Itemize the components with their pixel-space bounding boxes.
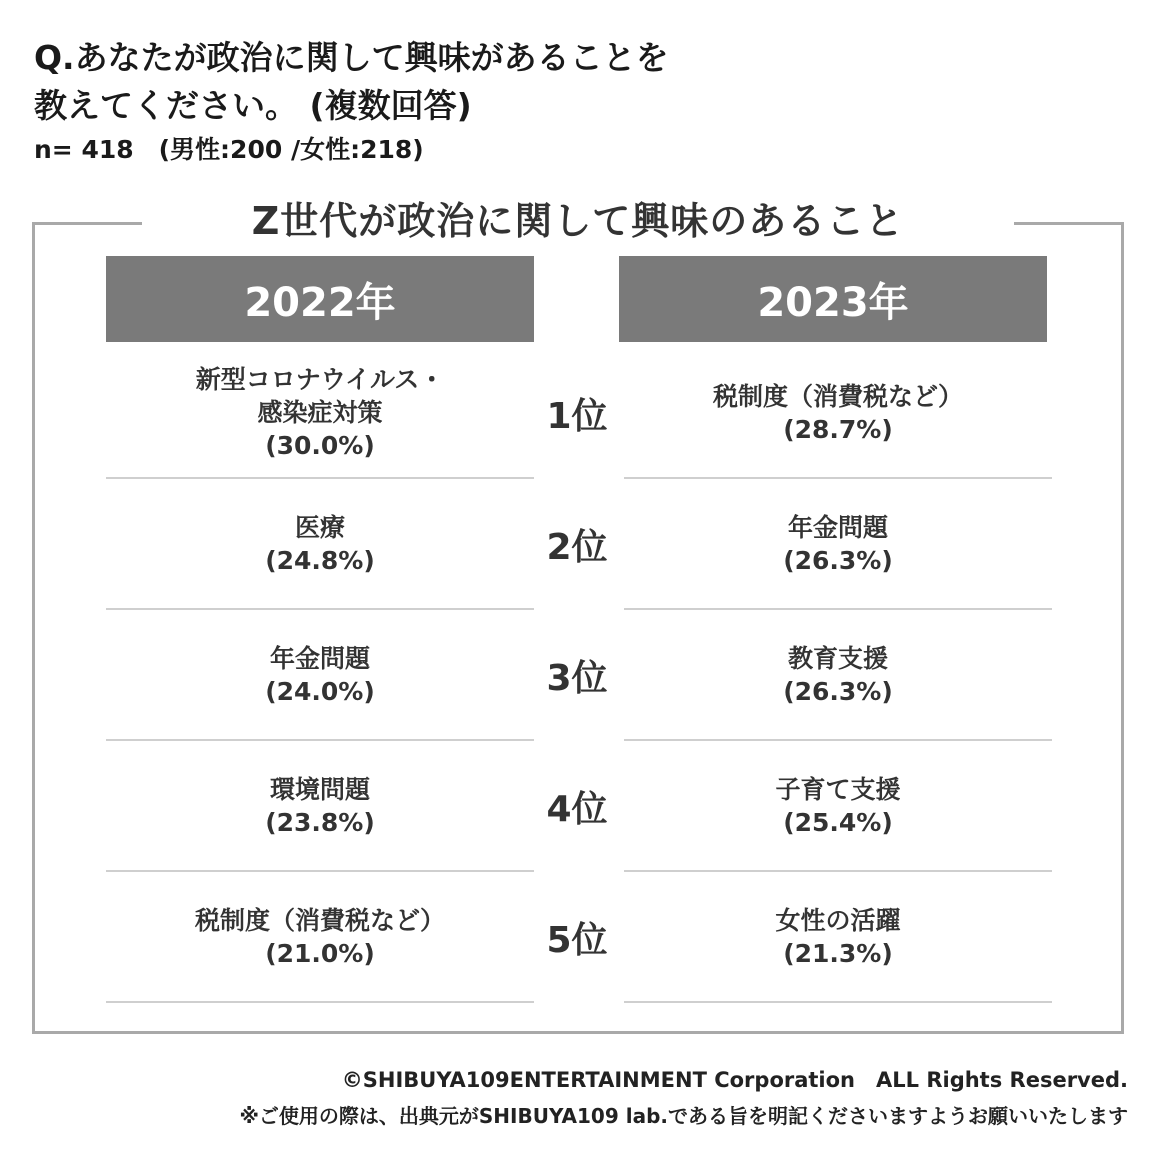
rank-cell-2022	[106, 872, 534, 1003]
item-label: 税制度（消費税など）	[712, 381, 963, 411]
question-line-2: 教えてください。 (複数回答)	[34, 86, 472, 125]
rank-label: 2位	[546, 527, 608, 568]
rank-label: 4位	[546, 789, 608, 830]
rank-cell-2023	[624, 479, 1052, 610]
column-header-2023: 2023年	[619, 256, 1047, 342]
item-percentage: (28.7%)	[783, 414, 893, 444]
item-percentage: (25.4%)	[783, 807, 893, 837]
rank-cell-2023	[624, 872, 1052, 1003]
item-label: 子育て支援	[775, 774, 901, 804]
rank-label: 1位	[546, 396, 608, 437]
column-header-2022: 2022年	[106, 256, 534, 342]
item-label: 年金問題	[787, 512, 888, 542]
question-line-1: Q.あなたが政治に関して興味があることを	[34, 38, 669, 77]
question-title	[34, 34, 669, 130]
rank-cell-2023	[624, 741, 1052, 872]
item-label: 環境問題	[269, 774, 370, 804]
item-percentage: (23.8%)	[265, 807, 375, 837]
item-label: 教育支援	[787, 643, 888, 673]
item-label: 医療	[294, 512, 345, 542]
item-percentage: (30.0%)	[265, 431, 375, 460]
ranking-title: Z世代が政治に関して興味のあること	[251, 199, 905, 243]
rank-cell-2023	[624, 610, 1052, 741]
item-label: 年金問題	[269, 643, 370, 673]
rank-label: 5位	[546, 920, 608, 961]
item-percentage: (26.3%)	[783, 676, 893, 706]
rank-cell-2022	[106, 479, 534, 610]
copyright-credit: ©SHIBUYA109ENTERTAINMENT Corporation ALL Rights Reserved.	[341, 1068, 1128, 1092]
sample-size: n= 418 (男性:200 /女性:218)	[34, 135, 424, 164]
item-percentage: (24.8%)	[265, 545, 375, 575]
rank-cell-2022	[106, 610, 534, 741]
rank-cell-2023	[624, 348, 1052, 479]
rank-label: 3位	[546, 658, 608, 699]
item-percentage: (21.0%)	[265, 938, 375, 968]
item-label: 女性の活躍	[775, 905, 901, 935]
item-label: 税制度（消費税など）	[194, 905, 445, 935]
item-percentage: (21.3%)	[783, 938, 893, 968]
item-label: 新型コロナウイルス・	[195, 365, 445, 394]
item-percentage: (24.0%)	[265, 676, 375, 706]
rank-cell-2022	[106, 741, 534, 872]
usage-notice: ※ご使用の際は、出典元がSHIBUYA109 lab.である旨を明記くださいますようお願いいたします	[239, 1104, 1128, 1128]
item-label: 感染症対策	[257, 398, 383, 427]
item-percentage: (26.3%)	[783, 545, 893, 575]
rank-cell-2022	[106, 348, 534, 479]
